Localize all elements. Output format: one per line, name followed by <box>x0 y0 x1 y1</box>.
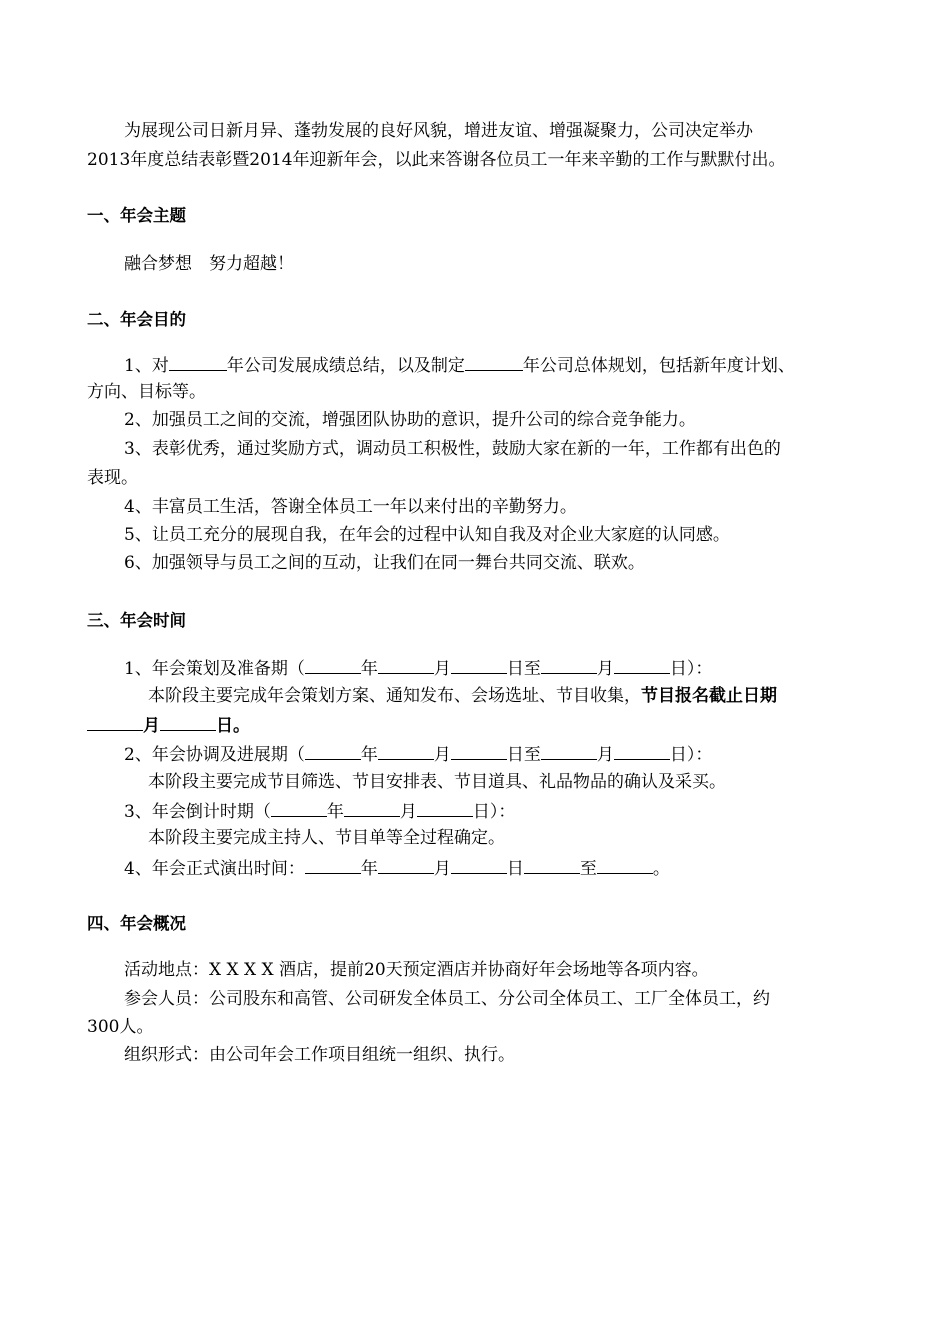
blank-line <box>465 352 523 371</box>
blank-line <box>614 655 670 674</box>
time-phase-1-desc-text: 本阶段主要完成年会策划方案、通知发布、会场选址、节目收集， <box>148 686 641 706</box>
blank-line <box>305 855 361 874</box>
blank-line <box>169 352 227 371</box>
time-phase-1-desc <box>148 684 777 708</box>
intro-line-2: 2013年度总结表彰暨2014年迎新年会，以此来答谢各位员工一年来辛勤的工作与默默付出。 <box>87 150 786 170</box>
blank-line <box>378 855 434 874</box>
unit-day-close: 日）： <box>669 659 713 679</box>
time-phase-4-label: 4、年会正式演出时间： <box>124 859 305 879</box>
section-heading-theme: 一、年会主题 <box>87 206 186 225</box>
unit-year: 年 <box>360 859 378 879</box>
time-phase-2-label: 2、年会协调及进展期（ <box>124 745 305 765</box>
purpose-item-3-cont: 表现。 <box>87 468 138 488</box>
purpose-item-3: 3、表彰优秀，通过奖励方式，调动员工积极性，鼓励大家在新的一年，工作都有出色的 <box>124 439 781 459</box>
blank-line <box>541 741 597 760</box>
blank-line <box>614 741 670 760</box>
time-phase-1-label: 1、年会策划及准备期（ <box>124 659 305 679</box>
time-phase-1 <box>124 655 712 681</box>
purpose-item-1-cont: 方向、目标等。 <box>87 382 206 402</box>
time-phase-2-desc: 本阶段主要完成节目筛选、节目安排表、节目道具、礼品物品的确认及采买。 <box>148 772 726 792</box>
section-heading-time: 三、年会时间 <box>87 611 186 630</box>
purpose-item-1 <box>124 352 795 378</box>
blank-line <box>451 741 507 760</box>
blank-line <box>344 798 400 817</box>
blank-line <box>305 655 361 674</box>
blank-line <box>597 855 653 874</box>
unit-month: 月 <box>596 659 614 679</box>
unit-day-to: 日至 <box>506 745 541 765</box>
unit-day-to: 日至 <box>506 659 541 679</box>
period: 。 <box>652 859 670 879</box>
blank-line <box>271 798 327 817</box>
blank-line <box>378 655 434 674</box>
blank-line <box>87 712 143 731</box>
blank-line <box>305 741 361 760</box>
section-heading-purpose: 二、年会目的 <box>87 310 186 329</box>
purpose-item-1-part-c: 年公司总体规划，包括新年度计划、 <box>522 356 795 376</box>
blank-line <box>451 655 507 674</box>
signup-deadline-label: 节目报名截止日期 <box>641 686 777 706</box>
time-phase-4 <box>124 855 670 881</box>
unit-month: 月 <box>433 745 451 765</box>
unit-month: 月 <box>433 859 451 879</box>
unit-day: 日。 <box>216 716 250 736</box>
overview-location: 活动地点：X X X X 酒店，提前20天预定酒店并协商好年会场地等各项内容。 <box>124 960 709 980</box>
overview-organization: 组织形式：由公司年会工作项目组统一组织、执行。 <box>124 1045 515 1065</box>
purpose-item-1-part-a: 1、对 <box>124 356 169 376</box>
time-phase-2 <box>124 741 712 767</box>
theme-text: 融合梦想 努力超越！ <box>124 254 294 274</box>
time-phase-3 <box>124 798 515 824</box>
unit-month: 月 <box>399 802 417 822</box>
purpose-item-4: 4、丰富员工生活，答谢全体员工一年以来付出的辛勤努力。 <box>124 497 577 517</box>
purpose-item-5: 5、让员工充分的展现自我，在年会的过程中认知自我及对企业大家庭的认同感。 <box>124 525 730 545</box>
purpose-item-6: 6、加强领导与员工之间的互动，让我们在同一舞台共同交流、联欢。 <box>124 553 645 573</box>
blank-line <box>541 655 597 674</box>
unit-to: 至 <box>579 859 597 879</box>
blank-line <box>451 855 507 874</box>
time-phase-3-label: 3、年会倒计时期（ <box>124 802 271 822</box>
blank-line <box>524 855 580 874</box>
unit-month: 月 <box>596 745 614 765</box>
signup-deadline-date <box>87 712 250 738</box>
blank-line <box>378 741 434 760</box>
purpose-item-1-part-b: 年公司发展成绩总结，以及制定 <box>226 356 465 376</box>
overview-attendees: 参会人员：公司股东和高管、公司研发全体员工、分公司全体员工、工厂全体员工，约 <box>124 989 770 1009</box>
unit-day-close: 日）： <box>472 802 516 822</box>
unit-year: 年 <box>360 745 378 765</box>
unit-year: 年 <box>360 659 378 679</box>
blank-line <box>160 712 216 731</box>
unit-day: 日 <box>506 859 524 879</box>
unit-year: 年 <box>326 802 344 822</box>
unit-month: 月 <box>433 659 451 679</box>
purpose-item-2: 2、加强员工之间的交流，增强团队协助的意识，提升公司的综合竞争能力。 <box>124 410 696 430</box>
overview-attendees-cont: 300人。 <box>87 1017 154 1037</box>
unit-month: 月 <box>143 716 160 736</box>
section-heading-overview: 四、年会概况 <box>87 914 186 933</box>
unit-day-close: 日）： <box>669 745 713 765</box>
blank-line <box>417 798 473 817</box>
intro-line-1: 为展现公司日新月异、蓬勃发展的良好风貌，增进友谊、增强凝聚力，公司决定举办 <box>124 121 753 141</box>
time-phase-3-desc: 本阶段主要完成主持人、节目单等全过程确定。 <box>148 828 505 848</box>
